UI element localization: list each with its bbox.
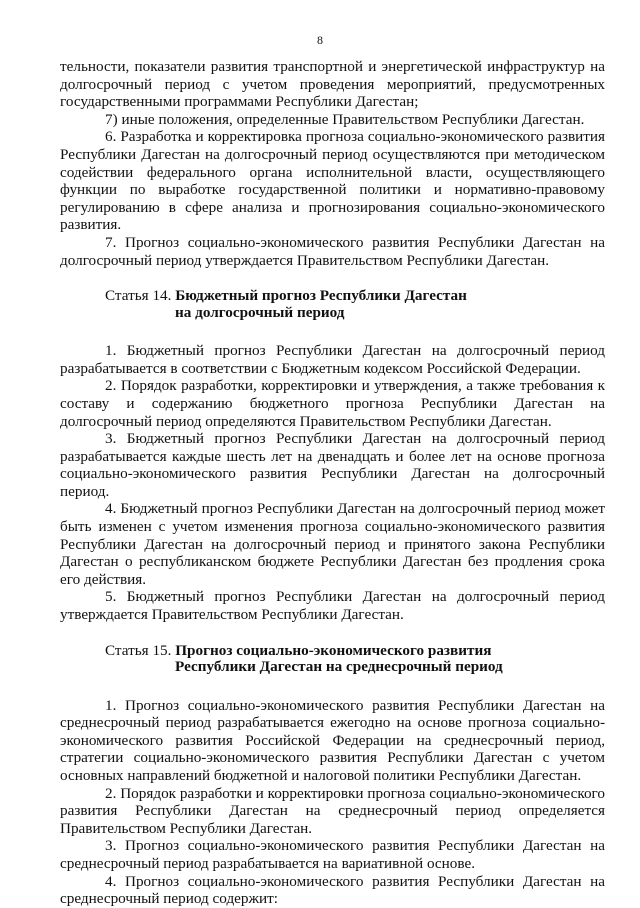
article-14-title: Бюджетный прогноз Республики Дагестан (175, 287, 467, 305)
article-15-paragraph-4: 4. Прогноз социально-экономического развития Республики Дагестан на среднесрочный период содержит: (60, 872, 605, 908)
article-14-title-continued: на долгосрочный период (175, 303, 345, 321)
article-14-paragraph-2: 2. Порядок разработки, корректировки и утверждения, а также требования к составу и содержанию бюджетного прогноза Республики Дагестан на долгосрочный период определяются Правительством Республики Дагестан. (60, 377, 605, 430)
article-14-heading (60, 288, 605, 321)
article-14-paragraph-5: 5. Бюджетный прогноз Республики Дагестан на долгосрочный период утверждается Правительством Республики Дагестан. (60, 588, 605, 624)
article-15-title: Прогноз социально-экономического развития (175, 641, 492, 659)
paragraph: 7) иные положения, определенные Правительством Республики Дагестан. (105, 110, 585, 128)
article-15-paragraph-2: 2. Порядок разработки и корректировки прогноза социально-экономического развития Республики Дагестан на среднесрочный период определяется Правительством Республики Дагестан. (60, 784, 605, 837)
article-15-heading (60, 643, 605, 676)
paragraph: 6. Разработка и корректировка прогноза социально-экономического развития Республики Дагестан на долгосрочный период осуществляются при методическом содействии федерального органа исполнительной власти, осуществляющего функции по выработке государственной политики и нормативно-правовому регулированию в сфере анализа и прогнозирования социально-экономического развития. (60, 128, 605, 234)
article-15-title-continued: Республики Дагестан на среднесрочный период (175, 658, 503, 676)
paragraph: 7. Прогноз социально-экономического развития Республики Дагестан на долгосрочный период утверждается Правительством Республики Дагестан. (60, 233, 605, 269)
page-number: 8 (317, 33, 323, 47)
article-15-paragraph-1: 1. Прогноз социально-экономического развития Республики Дагестан на среднесрочный период разрабатывается ежегодно на основе прогноза социально-экономического развития Российской Федерации на среднесрочный период, стратегии социально-экономического развития Республики Дагестан с учетом основных направлений бюджетной и налоговой политики Республики Дагестан. (60, 696, 605, 784)
article-14-label: Статья 14. (105, 287, 172, 305)
document-body (60, 58, 605, 908)
article-15-label: Статья 15. (105, 641, 172, 659)
article-14-paragraph-4: 4. Бюджетный прогноз Республики Дагестан на долгосрочный период может быть изменен с учетом изменения прогноза социально-экономического развития Республики Дагестан на долгосрочный период и принятого закона Республики Дагестан о республиканском бюджете Республики Дагестан без продления срока его действия. (60, 500, 605, 588)
article-15-paragraph-3: 3. Прогноз социально-экономического развития Республики Дагестан на среднесрочный период разрабатывается на вариативной основе. (60, 837, 605, 872)
article-14-paragraph-3: 3. Бюджетный прогноз Республики Дагестан на долгосрочный период разрабатывается каждые шесть лет на двенадцать и более лет на основе прогноза социально-экономического развития Республики Дагестан на долгосрочный период. (60, 430, 605, 500)
article-14-paragraph-1: 1. Бюджетный прогноз Республики Дагестан на долгосрочный период разрабатывается в соответствии с Бюджетным кодексом Российской Федерации. (60, 342, 605, 377)
paragraph: тельности, показатели развития транспортной и энергетической инфраструктур на долгосрочный период с учетом проведения мероприятий, предусмотренных государственными программами Республики Дагестан; (60, 58, 605, 111)
